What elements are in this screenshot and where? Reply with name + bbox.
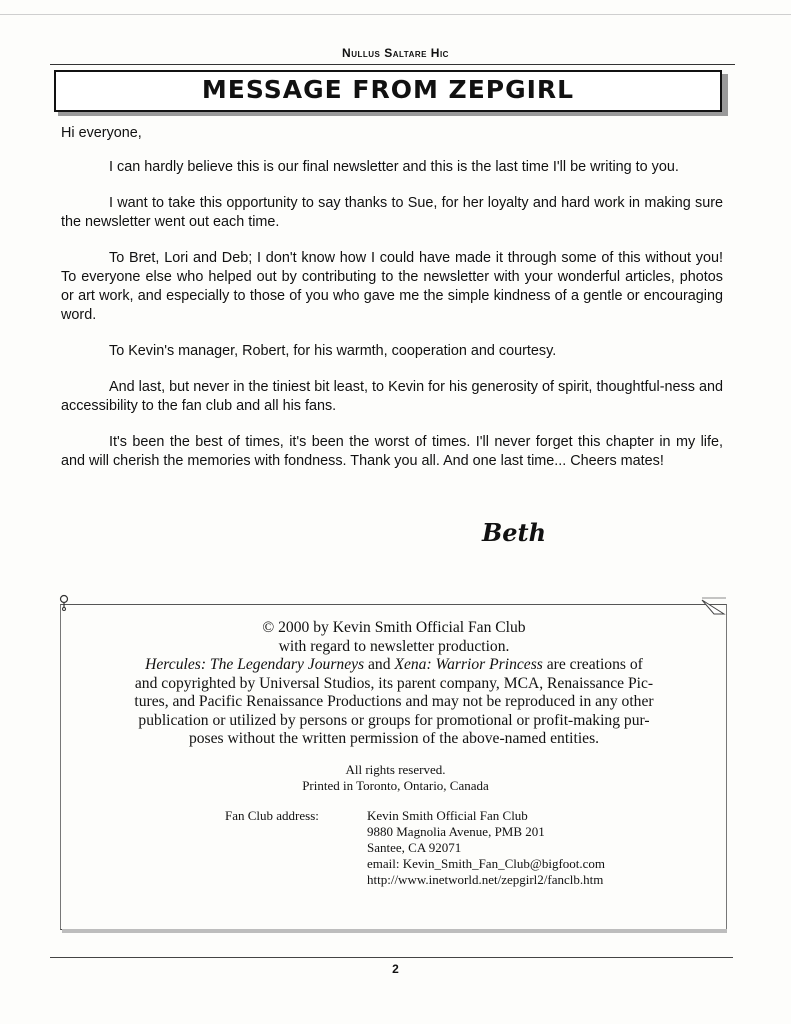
conjunction: and — [364, 656, 395, 673]
copyright-line: and copyrighted by Universal Studios, its parent company, MCA, Renaissance Pic- — [134, 674, 654, 692]
printed-location: Printed in Toronto, Ontario, Canada — [302, 778, 489, 793]
letter-paragraph: It's been the best of times, it's been the worst of times. I'll never forget this chapter in my life, and will cherish the memories with fondness. Thank you all. And one last time... Cheers mates! — [61, 434, 723, 469]
letter-paragraph: I want to take this opportunity to say thanks to Sue, for her loyalty and hard work in making sure the newsletter went out each time. — [61, 195, 723, 230]
pushpin-icon — [58, 594, 70, 612]
header-rule — [50, 64, 735, 65]
top-edge-rule — [0, 14, 791, 15]
website-url[interactable]: http://www.inetworld.net/zepgirl2/fanclb.htm — [367, 872, 604, 887]
page-curl-icon — [700, 596, 728, 620]
signature: Beth — [482, 518, 547, 547]
letter-body — [61, 124, 723, 488]
address-line: Kevin Smith Official Fan Club — [367, 808, 528, 823]
letter-paragraph: And last, but never in the tiniest bit least, to Kevin for his generosity of spirit, thoughtful-ness and accessibility to the fan club and all his fans. — [61, 379, 723, 414]
show-title: Hercules: The Legendary Journeys — [145, 656, 365, 673]
address-label: Fan Club address: — [225, 808, 319, 823]
letter-paragraph: To Kevin's manager, Robert, for his warmth, cooperation and courtesy. — [109, 343, 557, 359]
footer-rule — [50, 957, 733, 958]
address-block — [367, 808, 605, 888]
copyright-line: tures, and Pacific Renaissance Productions and may not be reproduced in any other — [134, 693, 654, 710]
show-title: Xena: Warrior Princess — [394, 656, 543, 673]
page-number: 2 — [392, 962, 399, 976]
copyright-line: publication or utilized by persons or groups for promotional or profit-making pur- — [138, 711, 650, 729]
copyright-line — [72, 656, 716, 675]
letter-paragraph: I can hardly believe this is our final newsletter and this is the last time I'll be writing to you. — [109, 159, 679, 175]
rights-block — [0, 762, 791, 794]
title-box — [54, 70, 722, 112]
copyright-box-shadow — [62, 929, 727, 933]
copyright-line: © 2000 by Kevin Smith Official Fan Club — [262, 619, 526, 636]
email-address[interactable]: email: Kevin_Smith_Fan_Club@bigfoot.com — [367, 856, 606, 871]
copyright-line: with regard to newsletter production. — [278, 637, 510, 655]
copyright-line-rest: are creations of — [542, 656, 643, 673]
rights-reserved: All rights reserved. — [345, 762, 446, 777]
address-line: 9880 Magnolia Avenue, PMB 201 — [367, 824, 545, 839]
page-title: MESSAGE FROM ZEPGIRL — [201, 75, 575, 104]
letter-paragraph: To Bret, Lori and Deb; I don't know how I could have made it through some of this without you! To everyone else who helped out by contributing to the newsletter with your wonderful articles, photos or art work, and especially to those of you who gave me the simple kindness of a gentle or encouraging word. — [61, 250, 723, 323]
copyright-notice — [72, 619, 716, 749]
running-head: Nullus Saltare Hic — [342, 46, 449, 60]
letter-greeting: Hi everyone, — [61, 125, 142, 141]
address-line: Santee, CA 92071 — [367, 840, 462, 855]
copyright-line: poses without the written permission of the above-named entities. — [188, 730, 600, 747]
